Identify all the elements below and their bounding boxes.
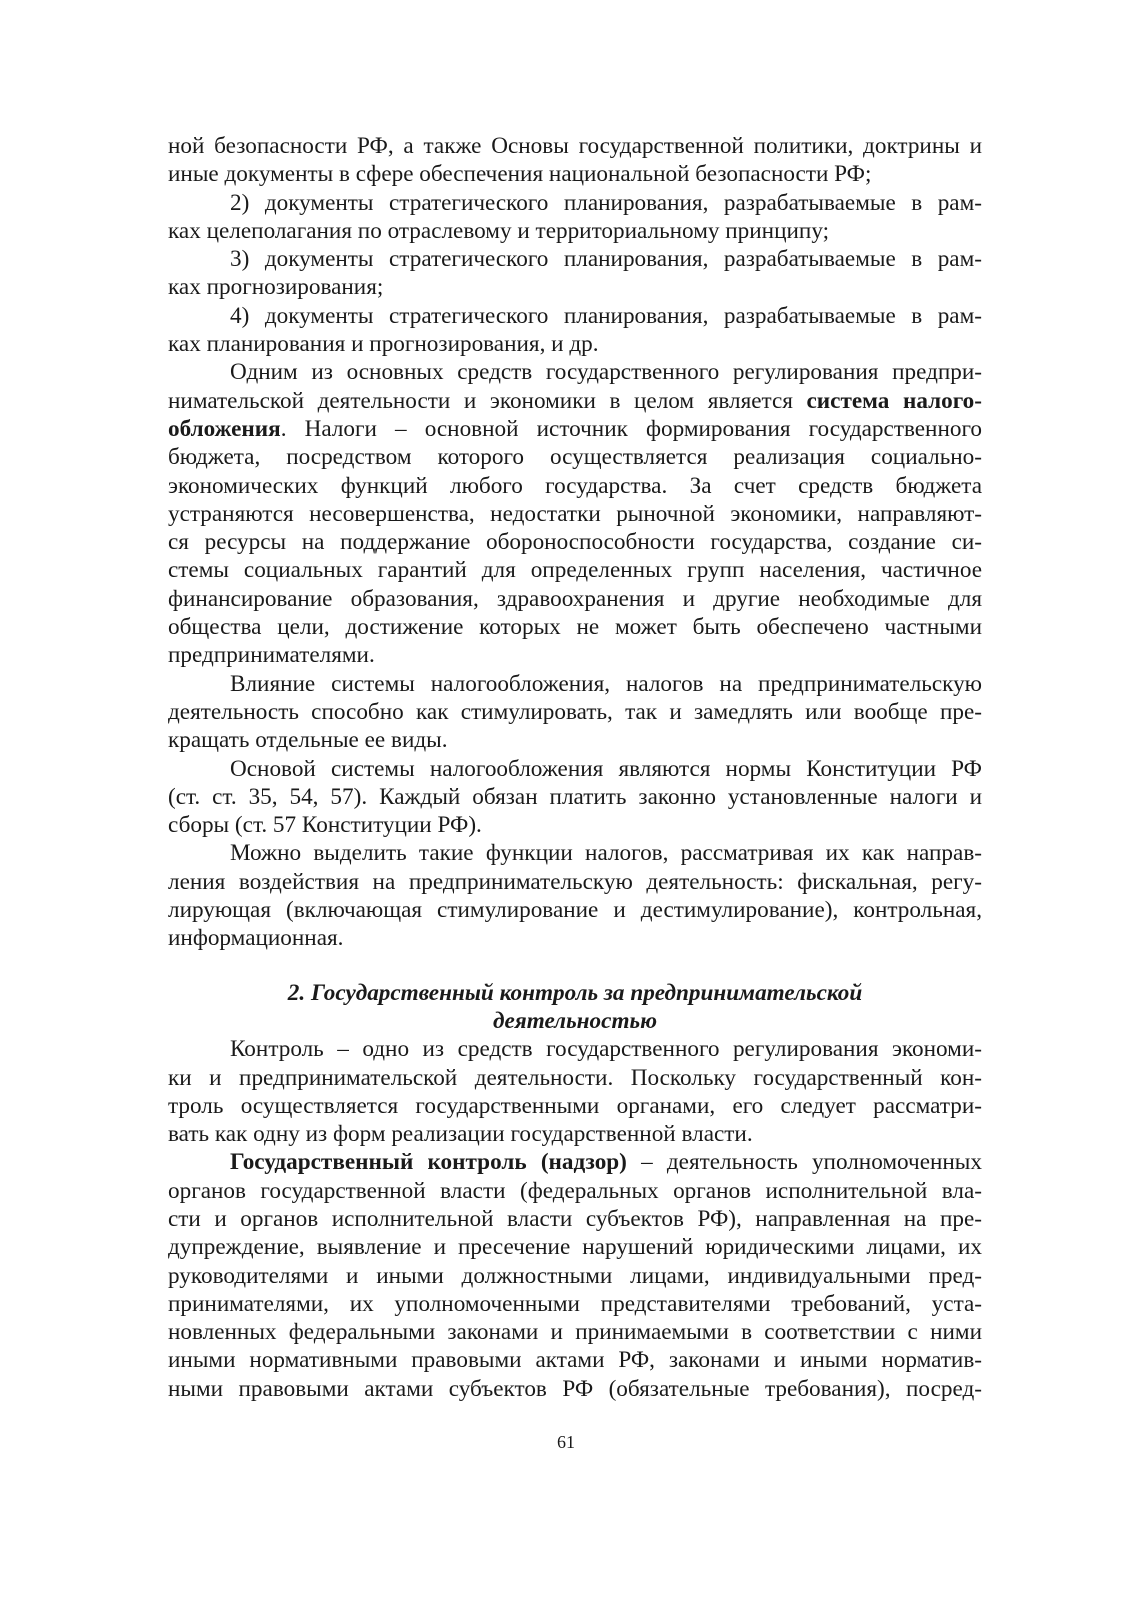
text-fragment: – деятельность уполномоченных	[626, 1149, 982, 1176]
text-line: (ст. ст. 35, 54, 57). Каждый обязан платить законно установленные налоги и	[168, 783, 982, 810]
text-line: экономических функций любого государства. За счет средств бюджета	[168, 472, 982, 499]
bold-term: Государственный контроль (надзор)	[230, 1149, 627, 1176]
text-line	[168, 415, 982, 443]
text-line: принимателями, их уполномоченными представителями требований, уста-	[168, 1290, 982, 1317]
text-line: органов государственной власти (федеральных органов исполнительной вла-	[168, 1177, 982, 1204]
text-line: кращать отдельные ее виды.	[168, 727, 448, 754]
text-line: сти и органов исполнительной власти субъектов РФ), направленная на пре-	[168, 1205, 982, 1232]
text-line: информационная.	[168, 925, 344, 952]
bold-term: обложения	[168, 415, 281, 442]
text-line: дупреждение, выявление и пресечение нарушений юридическими лицами, их	[168, 1234, 982, 1261]
text-line: 2) документы стратегического планирования, разрабатываемые в рам-	[230, 189, 982, 216]
text-line: иными нормативными правовыми актами РФ, законами и иными норматив-	[168, 1347, 982, 1374]
text-line	[168, 1148, 982, 1176]
text-line: новленных федеральными законами и принимаемыми в соответствии с ними	[168, 1319, 982, 1346]
bold-term: система налого-	[806, 387, 982, 414]
text-line: 3) документы стратегического планирования, разрабатываемые в рам-	[230, 246, 982, 273]
section-heading: 2. Государственный контроль за предпринимательской	[287, 979, 863, 1006]
text-line: ления воздействия на предпринимательскую деятельность: фискальная, регу-	[168, 868, 982, 895]
text-line: ными правовыми актами субъектов РФ (обязательные требования), посред-	[168, 1375, 982, 1402]
text-line: Контроль – одно из средств государственного регулирования экономи-	[230, 1036, 982, 1063]
text-fragment: . Налоги – основной источник формирования государственного	[280, 415, 982, 442]
text-line: ках планирования и прогнозирования, и др.	[168, 331, 599, 358]
section-gap	[168, 953, 982, 979]
text-line: ся ресурсы на поддержание обороноспособности государства, создание си-	[168, 529, 982, 556]
text-line: ной безопасности РФ, а также Основы государственной политики, доктрины и	[168, 133, 982, 159]
text-line: 4) документы стратегического планирования, разрабатываемые в рам-	[230, 302, 982, 329]
text-line: Влияние системы налогообложения, налогов на предпринимательскую	[230, 670, 982, 697]
text-fragment: нимательской деятельности и экономики в целом является	[168, 387, 807, 414]
text-line: ках прогнозирования;	[168, 274, 384, 301]
text-line: деятельность способно как стимулировать, так и замедлять или вообще пре-	[168, 698, 982, 725]
text-line: лирующая (включающая стимулирование и дестимулирование), контрольная,	[168, 897, 982, 924]
text-line: Одним из основных средств государственного регулирования предпри-	[230, 359, 982, 386]
text-line: сборы (ст. 57 Конституции РФ).	[168, 812, 482, 839]
document-page	[168, 132, 982, 1403]
text-line	[168, 387, 982, 415]
text-line: ках целеполагания по отраслевому и территориальному принципу;	[168, 217, 830, 244]
text-line: руководителями и иными должностными лицами, индивидуальными пред-	[168, 1262, 982, 1289]
text-line: общества цели, достижение которых не может быть обеспечено частными	[168, 614, 982, 641]
text-line: устраняются несовершенства, недостатки рыночной экономики, направляют-	[168, 500, 982, 527]
text-line: Основой системы налогообложения являются нормы Конституции РФ	[230, 755, 982, 782]
text-line: Можно выделить такие функции налогов, рассматривая их как направ-	[230, 840, 982, 867]
text-line: бюджета, посредством которого осуществляется реализация социально-	[168, 444, 982, 471]
text-line: вать как одну из форм реализации государственной власти.	[168, 1121, 753, 1148]
text-line: ки и предпринимательской деятельности. Поскольку государственный кон-	[168, 1064, 982, 1091]
text-line: иные документы в сфере обеспечения национальной безопасности РФ;	[168, 161, 872, 188]
text-line: финансирование образования, здравоохранения и другие необходимые для	[168, 585, 982, 612]
text-line: троль осуществляется государственными органами, его следует рассматри-	[168, 1092, 982, 1119]
page-number: 61	[557, 1432, 575, 1452]
text-line: стемы социальных гарантий для определенных групп населения, частичное	[168, 557, 982, 584]
text-line: предпринимателями.	[168, 642, 375, 669]
section-heading: деятельностью	[493, 1007, 657, 1034]
